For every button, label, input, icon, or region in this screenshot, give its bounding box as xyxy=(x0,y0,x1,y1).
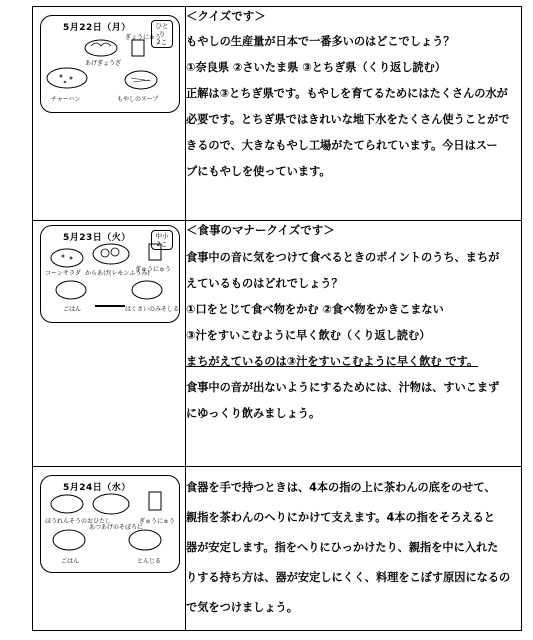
quiz-line: にゆっくり飲みましょう。 xyxy=(186,407,321,420)
quiz-heading: ＜食事のマナークイズです＞ xyxy=(186,223,335,237)
table-row xyxy=(33,7,522,221)
tip-line: 器が安定します。指をへりにひっかけたり、親指を中に入れた xyxy=(186,541,499,554)
quiz-answer-line: まちがえているのは③汁をすいこむように早く飲む です。 xyxy=(186,355,479,368)
dish-label: チャーハン xyxy=(51,96,81,103)
dish-label: ぎゅうにゅう xyxy=(139,518,175,525)
menu-illustration-cell xyxy=(33,221,186,467)
dish-label: ぎゅうにゅう xyxy=(135,266,171,273)
quiz-line: えているものはどれでしょう？ xyxy=(186,277,343,290)
portion-tag xyxy=(151,230,173,250)
portion-tag-count: 2こ xyxy=(156,38,168,46)
dish-label: ほうれんそうのおひたし xyxy=(45,518,112,525)
quiz-line: きるので、大きなもやし工場がたてられています。今日はスー xyxy=(186,139,498,152)
dish-label: ぎょうにゅう xyxy=(125,34,161,41)
quiz-text-cell xyxy=(186,7,522,221)
portion-tag-count: 2こ xyxy=(156,240,168,248)
tip-line: りする持ち方は、器が安定しにくく、料理をこぼす原因になるの xyxy=(186,571,511,584)
dish-label: ごはん xyxy=(63,306,82,313)
lunch-tray xyxy=(40,15,180,113)
quiz-text-cell xyxy=(186,221,522,467)
table-row xyxy=(33,467,522,631)
quiz-line: 正解は③とちぎ県です。もやしを育てるためにはたくさんの水が xyxy=(186,87,508,100)
menu-date: 5月24日（水） xyxy=(63,483,131,493)
quiz-heading: ＜クイズです＞ xyxy=(186,9,266,23)
dish-label: ごはん xyxy=(61,558,80,565)
tip-line: で気をつけましょう。 xyxy=(186,601,298,614)
lunch-tray xyxy=(40,225,180,323)
table-row xyxy=(33,221,522,467)
quiz-line: もやしの生産量が日本で一番多いのはどこでしょう？ xyxy=(186,35,455,48)
dish-label: あげぎょうざ xyxy=(85,60,122,67)
quiz-line: ①口をとじて食べ物をかむ ②食べ物をかきこまない xyxy=(186,303,444,316)
dish-label: はくさいのみそしる xyxy=(125,306,180,313)
lunch-tray xyxy=(40,475,180,573)
quiz-line: 食事中の音が出ないようにするためには、汁物は、すいこまず xyxy=(186,381,500,394)
dish-label: もやしのスープ xyxy=(117,96,159,103)
quiz-line: 食事中の音に気をつけて食べるときのポイントのうち、まちが xyxy=(186,251,500,264)
menu-illustration-cell xyxy=(33,7,186,221)
dish-label: コーンサラダ xyxy=(45,270,81,277)
tip-text-cell xyxy=(186,467,522,631)
portion-tag-label: 中小 xyxy=(155,232,169,240)
quiz-line: プにもやしを使っています。 xyxy=(186,165,331,178)
dish-label: とんじる xyxy=(137,558,162,565)
tip-line: 親指を茶わんのへりにかけて支えます。4本の指をそろえると xyxy=(186,511,495,524)
menu-date: 5月23日（火） xyxy=(63,233,131,243)
menu-illustration-cell xyxy=(33,467,186,631)
menu-date: 5月22日（月） xyxy=(63,23,131,33)
quiz-line: ①奈良県 ②さいたま県 ③とちぎ県（くり返し読む） xyxy=(186,61,446,74)
quiz-line: ③汁をすいこむように早く飲む（くり返し読む） xyxy=(186,329,431,342)
tip-line: 食器を手で持つときは、4本の指の上に茶わんの底をのせて、 xyxy=(186,481,496,494)
dish-label: あつあげのそぼろに xyxy=(89,524,144,531)
quiz-line: 必要です。とちぎ県ではきれいな地下水をたくさん使うことがで xyxy=(186,113,510,126)
menu-table xyxy=(32,6,522,631)
portion-tag-label: ひとり xyxy=(155,22,169,38)
dish-label: からあげ(レモンふうみ) xyxy=(85,270,150,277)
